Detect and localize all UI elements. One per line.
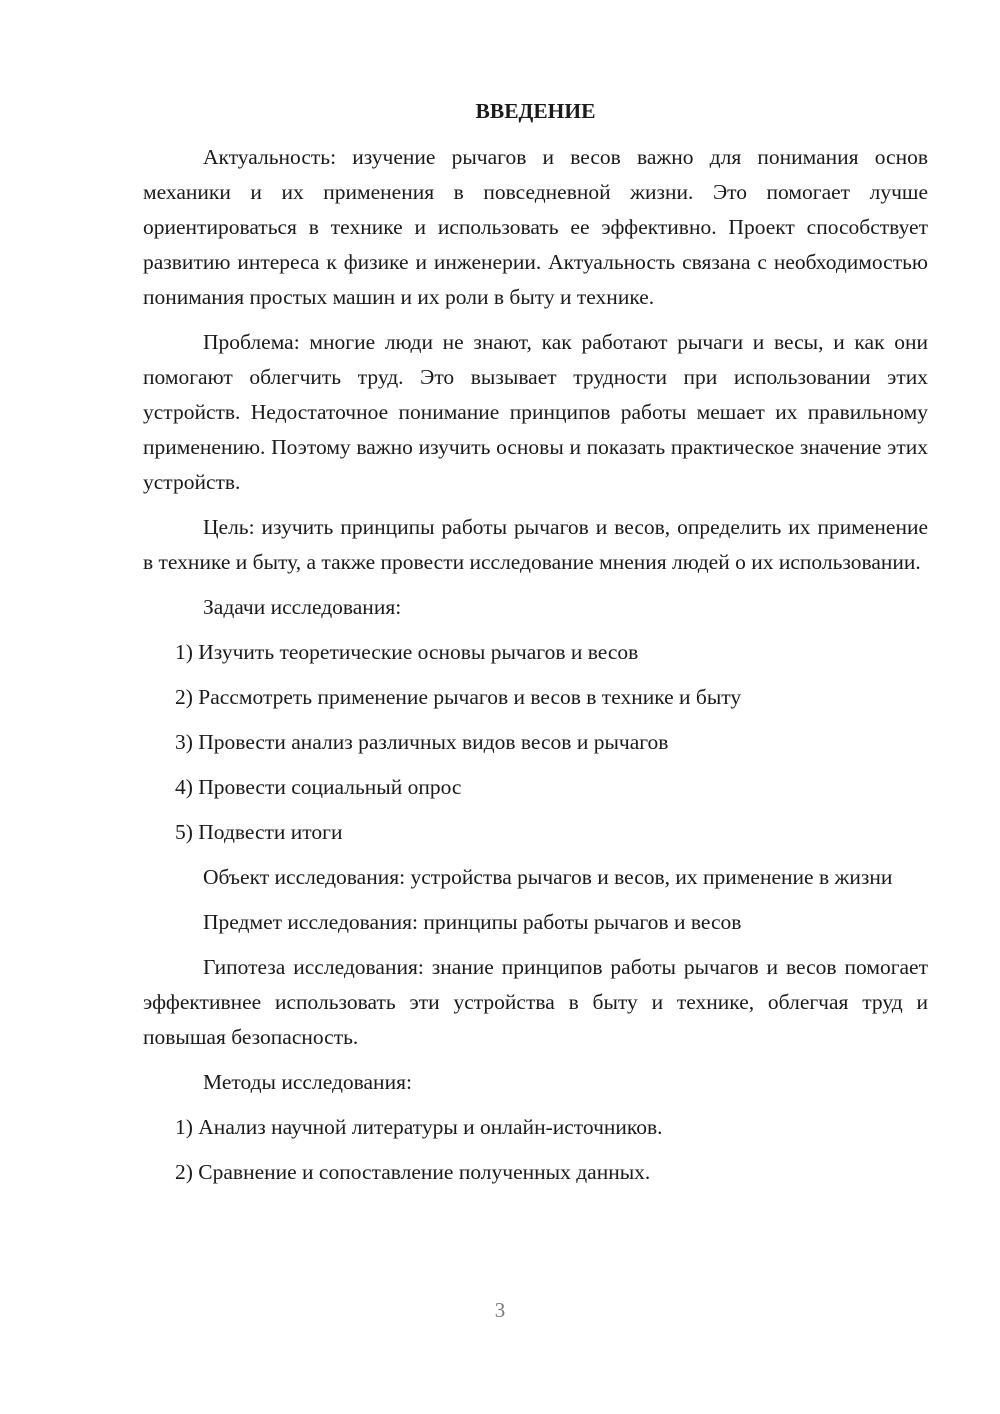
task-item-2: 2) Рассмотреть применение рычагов и весов в технике и быту [175,685,742,709]
document-page [143,96,928,1200]
task-item-3: 3) Провести анализ различных видов весов и рычагов [175,730,669,754]
relevance-paragraph: Актуальность: изучение рычагов и весов важно для понимания основ механики и их применения в повседневной жизни. Это помогает лучше ориентироваться в технике и использовать ее эффективно. Проект способствует развитию интереса к физике и инженерии. Актуальность связана с необходимостью понимания простых машин и их роли в быту и технике. [143,145,928,309]
hypothesis-paragraph: Гипотеза исследования: знание принципов работы рычагов и весов помогает эффективнее использовать эти устройства в быту и технике, облегчая труд и повышая безопасность. [143,955,928,1049]
object-paragraph: Объект исследования: устройства рычагов и весов, их применение в жизни [203,865,893,889]
subject-paragraph: Предмет исследования: принципы работы рычагов и весов [203,910,742,934]
page-number: 3 [494,1298,506,1322]
task-item-5: 5) Подвести итоги [175,820,343,844]
goal-paragraph: Цель: изучить принципы работы рычагов и весов, определить их применение в технике и быту, а также провести исследование мнения людей о их использовании. [143,515,928,574]
task-item-4: 4) Провести социальный опрос [175,775,462,799]
method-item-1: 1) Анализ научной литературы и онлайн-источников. [175,1115,663,1139]
methods-label: Методы исследования: [203,1070,412,1094]
method-item-2: 2) Сравнение и сопоставление полученных данных. [175,1160,651,1184]
tasks-label: Задачи исследования: [203,595,402,619]
page-title: ВВЕДЕНИЕ [475,99,596,123]
problem-paragraph: Проблема: многие люди не знают, как работают рычаги и весы, и как они помогают облегчить труд. Это вызывает трудности при использовании этих устройств. Недостаточное понимание принципов работы мешает их правильному применению. Поэтому важно изучить основы и показать практическое значение этих устройств. [143,330,928,494]
task-item-1: 1) Изучить теоретические основы рычагов и весов [175,640,639,664]
